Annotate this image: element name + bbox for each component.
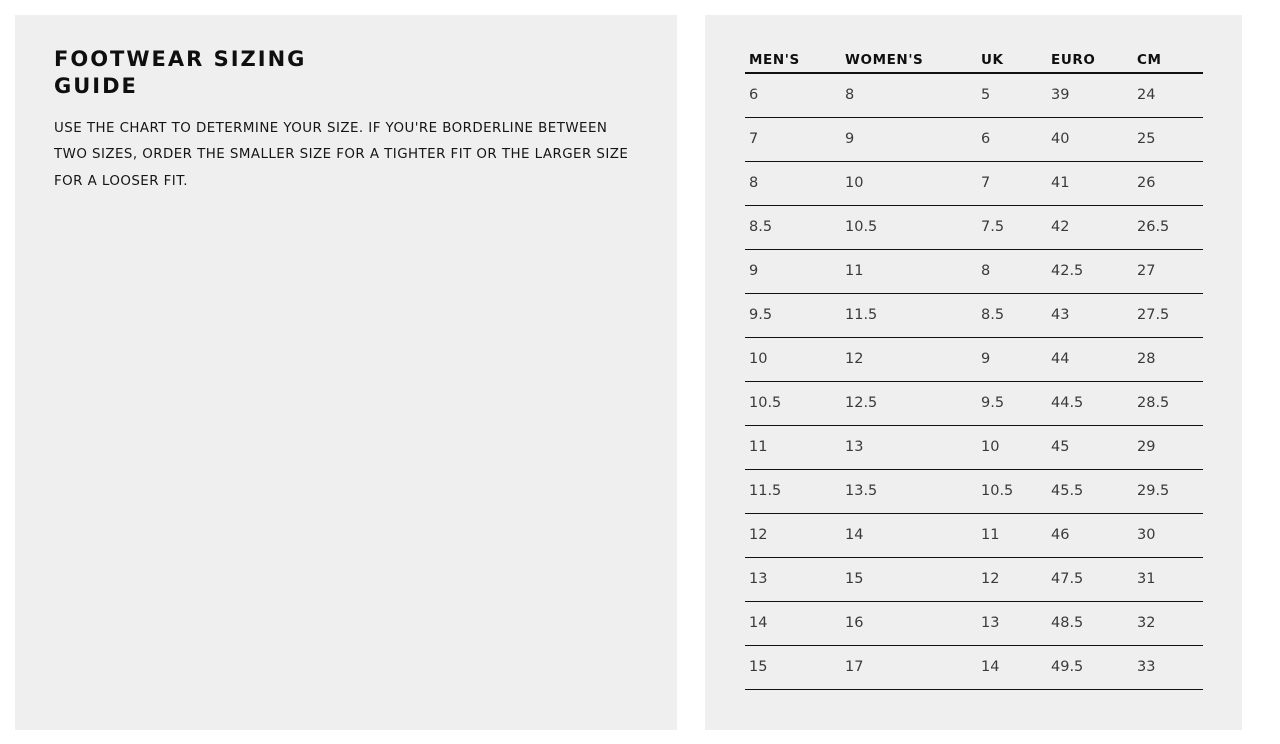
- table-row: [745, 117, 1203, 161]
- cell-cm: 26: [1133, 161, 1203, 205]
- cell-womens: 17: [841, 645, 977, 689]
- cell-uk: 13: [977, 601, 1047, 645]
- size-chart-header: [745, 47, 1203, 73]
- column-header-mens: MEN'S: [745, 47, 841, 73]
- cell-womens: 9: [841, 117, 977, 161]
- column-header-uk: UK: [977, 47, 1047, 73]
- cell-mens: 14: [745, 601, 841, 645]
- table-row: [745, 249, 1203, 293]
- cell-euro: 39: [1047, 73, 1133, 117]
- column-header-cm: CM: [1133, 47, 1203, 73]
- table-row: [745, 425, 1203, 469]
- cell-womens: 16: [841, 601, 977, 645]
- cell-mens: 15: [745, 645, 841, 689]
- cell-cm: 27: [1133, 249, 1203, 293]
- cell-euro: 44.5: [1047, 381, 1133, 425]
- cell-cm: 25: [1133, 117, 1203, 161]
- table-row: [745, 601, 1203, 645]
- cell-cm: 30: [1133, 513, 1203, 557]
- cell-mens: 6: [745, 73, 841, 117]
- column-header-euro: EURO: [1047, 47, 1133, 73]
- table-row: [745, 161, 1203, 205]
- cell-mens: 7: [745, 117, 841, 161]
- size-chart-panel: [705, 15, 1242, 730]
- guide-description: USE THE CHART TO DETERMINE YOUR SIZE. IF YOU'RE BORDERLINE BETWEEN TWO SIZES, ORDER THE SMALLER SIZE FOR A TIGHTER FIT OR THE LARGER SIZE FOR A LOOSER FIT.: [54, 121, 629, 189]
- cell-uk: 10.5: [977, 469, 1047, 513]
- cell-mens: 8.5: [745, 205, 841, 249]
- cell-womens: 8: [841, 73, 977, 117]
- cell-cm: 33: [1133, 645, 1203, 689]
- cell-mens: 11: [745, 425, 841, 469]
- cell-uk: 6: [977, 117, 1047, 161]
- cell-uk: 12: [977, 557, 1047, 601]
- table-row: [745, 645, 1203, 689]
- cell-euro: 46: [1047, 513, 1133, 557]
- cell-euro: 42: [1047, 205, 1133, 249]
- cell-uk: 10: [977, 425, 1047, 469]
- cell-euro: 48.5: [1047, 601, 1133, 645]
- cell-euro: 45.5: [1047, 469, 1133, 513]
- cell-womens: 14: [841, 513, 977, 557]
- cell-cm: 26.5: [1133, 205, 1203, 249]
- cell-mens: 9: [745, 249, 841, 293]
- cell-uk: 14: [977, 645, 1047, 689]
- cell-euro: 49.5: [1047, 645, 1133, 689]
- cell-uk: 8.5: [977, 293, 1047, 337]
- cell-cm: 28.5: [1133, 381, 1203, 425]
- cell-euro: 44: [1047, 337, 1133, 381]
- table-row: [745, 469, 1203, 513]
- table-row: [745, 513, 1203, 557]
- cell-womens: 10: [841, 161, 977, 205]
- cell-uk: 7: [977, 161, 1047, 205]
- cell-euro: 42.5: [1047, 249, 1133, 293]
- cell-cm: 29: [1133, 425, 1203, 469]
- cell-mens: 10: [745, 337, 841, 381]
- guide-title: FOOTWEAR SIZING GUIDE: [54, 47, 307, 98]
- cell-uk: 5: [977, 73, 1047, 117]
- cell-euro: 43: [1047, 293, 1133, 337]
- table-row: [745, 205, 1203, 249]
- cell-mens: 11.5: [745, 469, 841, 513]
- cell-cm: 32: [1133, 601, 1203, 645]
- table-row: [745, 293, 1203, 337]
- sizing-guide-info-panel: [15, 15, 677, 730]
- cell-womens: 15: [841, 557, 977, 601]
- cell-cm: 31: [1133, 557, 1203, 601]
- cell-womens: 11: [841, 249, 977, 293]
- cell-uk: 7.5: [977, 205, 1047, 249]
- table-row: [745, 337, 1203, 381]
- table-row: [745, 381, 1203, 425]
- cell-mens: 10.5: [745, 381, 841, 425]
- table-row: [745, 557, 1203, 601]
- column-header-womens: WOMEN'S: [841, 47, 977, 73]
- cell-euro: 41: [1047, 161, 1133, 205]
- cell-mens: 13: [745, 557, 841, 601]
- cell-cm: 27.5: [1133, 293, 1203, 337]
- cell-mens: 9.5: [745, 293, 841, 337]
- header-row: [745, 47, 1203, 73]
- cell-uk: 9.5: [977, 381, 1047, 425]
- cell-womens: 11.5: [841, 293, 977, 337]
- cell-uk: 9: [977, 337, 1047, 381]
- cell-uk: 8: [977, 249, 1047, 293]
- cell-mens: 12: [745, 513, 841, 557]
- size-chart-table: [745, 47, 1203, 690]
- cell-uk: 11: [977, 513, 1047, 557]
- size-chart-body: [745, 73, 1203, 689]
- cell-womens: 13.5: [841, 469, 977, 513]
- cell-cm: 28: [1133, 337, 1203, 381]
- cell-womens: 10.5: [841, 205, 977, 249]
- cell-euro: 40: [1047, 117, 1133, 161]
- cell-womens: 12: [841, 337, 977, 381]
- cell-cm: 29.5: [1133, 469, 1203, 513]
- cell-womens: 12.5: [841, 381, 977, 425]
- cell-mens: 8: [745, 161, 841, 205]
- cell-euro: 47.5: [1047, 557, 1133, 601]
- cell-euro: 45: [1047, 425, 1133, 469]
- cell-womens: 13: [841, 425, 977, 469]
- cell-cm: 24: [1133, 73, 1203, 117]
- table-row: [745, 73, 1203, 117]
